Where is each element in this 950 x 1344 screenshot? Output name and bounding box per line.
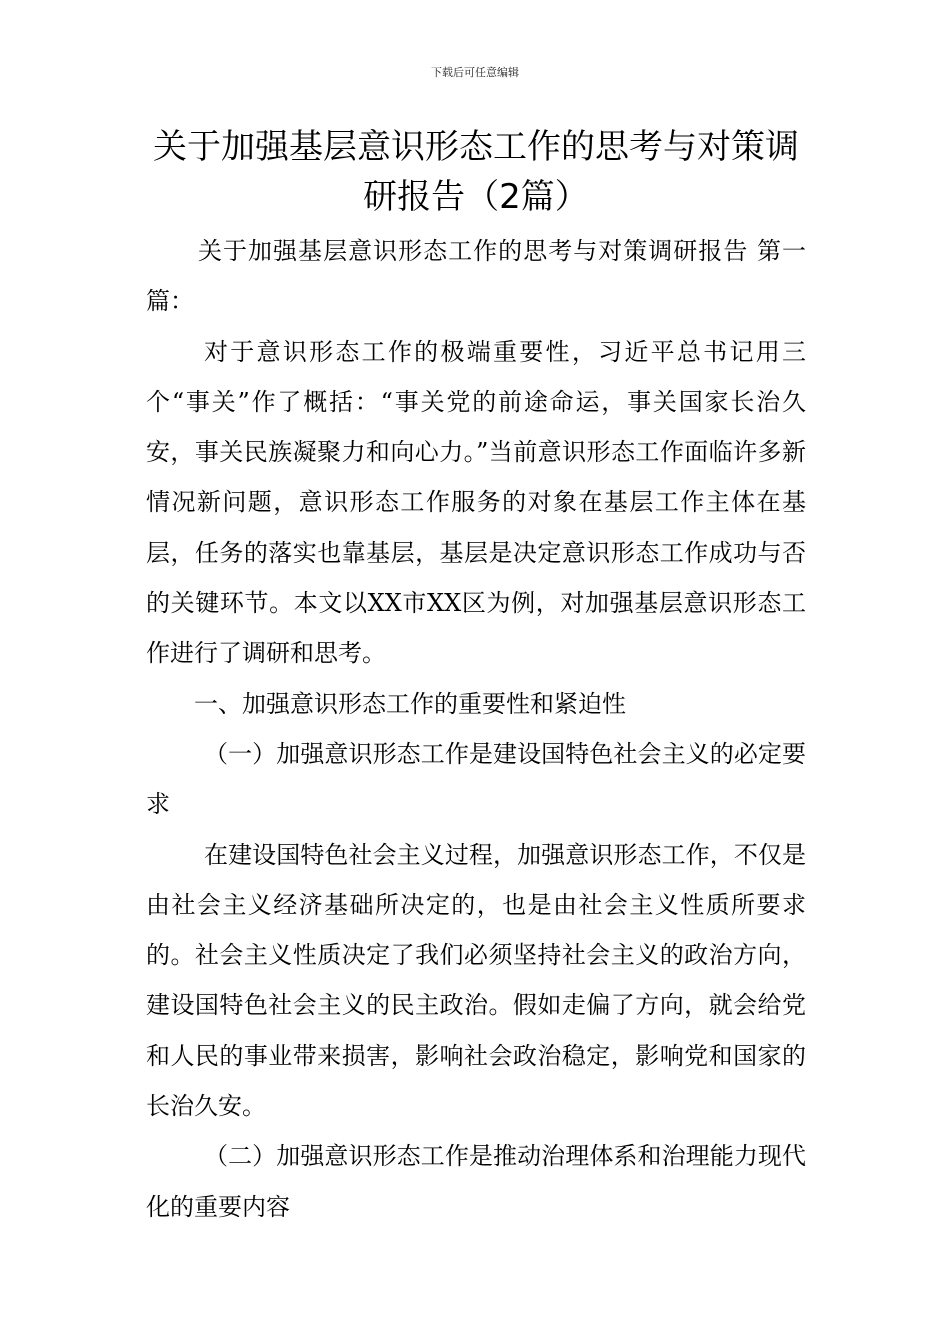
paragraph-intro: 对于意识形态工作的极端重要性，习近平总书记用三个“事关”作了概括：“事关党的前途命运，事关国家长治久安，事关民族凝聚力和向心力。”当前意识形态工作面临许多新情况新问题，意识形态工作服务的对象在基层工作主体在基层，任务的落实也靠基层，基层是决定意识形态工作成功与否的关键环节。本文以XX市XX区为例，对加强基层意识形态工作进行了调研和思考。 xyxy=(146,337,806,668)
paragraph-subsection-1: 在建设国特色社会主义过程，加强意识形态工作，不仅是由社会主义经济基础所决定的，也是由社会主义性质所要求的。社会主义性质决定了我们必须坚持社会主义的政治方向，建设国特色社会主义的民主政治。假如走偏了方向，就会给党和人民的事业带来损害，影响社会政治稳定，影响党和国家的长治久安。 xyxy=(146,840,806,1121)
document-title: 关于加强基层意识形态工作的思考与对策调研报告（2篇） xyxy=(153,127,799,217)
subsection-heading-1: （一）加强意识形态工作是建设国特色社会主义的必定要求 xyxy=(146,739,806,819)
header-note: 下载后可任意编辑 xyxy=(431,66,519,79)
section-heading-1: 一、加强意识形态工作的重要性和紧迫性 xyxy=(194,689,626,718)
document-body xyxy=(146,226,806,1232)
paragraph-part-intro: 关于加强基层意识形态工作的思考与对策调研报告 第一篇： xyxy=(146,237,806,316)
subsection-heading-2: （二）加强意识形态工作是推动治理体系和治理能力现代化的重要内容 xyxy=(146,1142,806,1221)
